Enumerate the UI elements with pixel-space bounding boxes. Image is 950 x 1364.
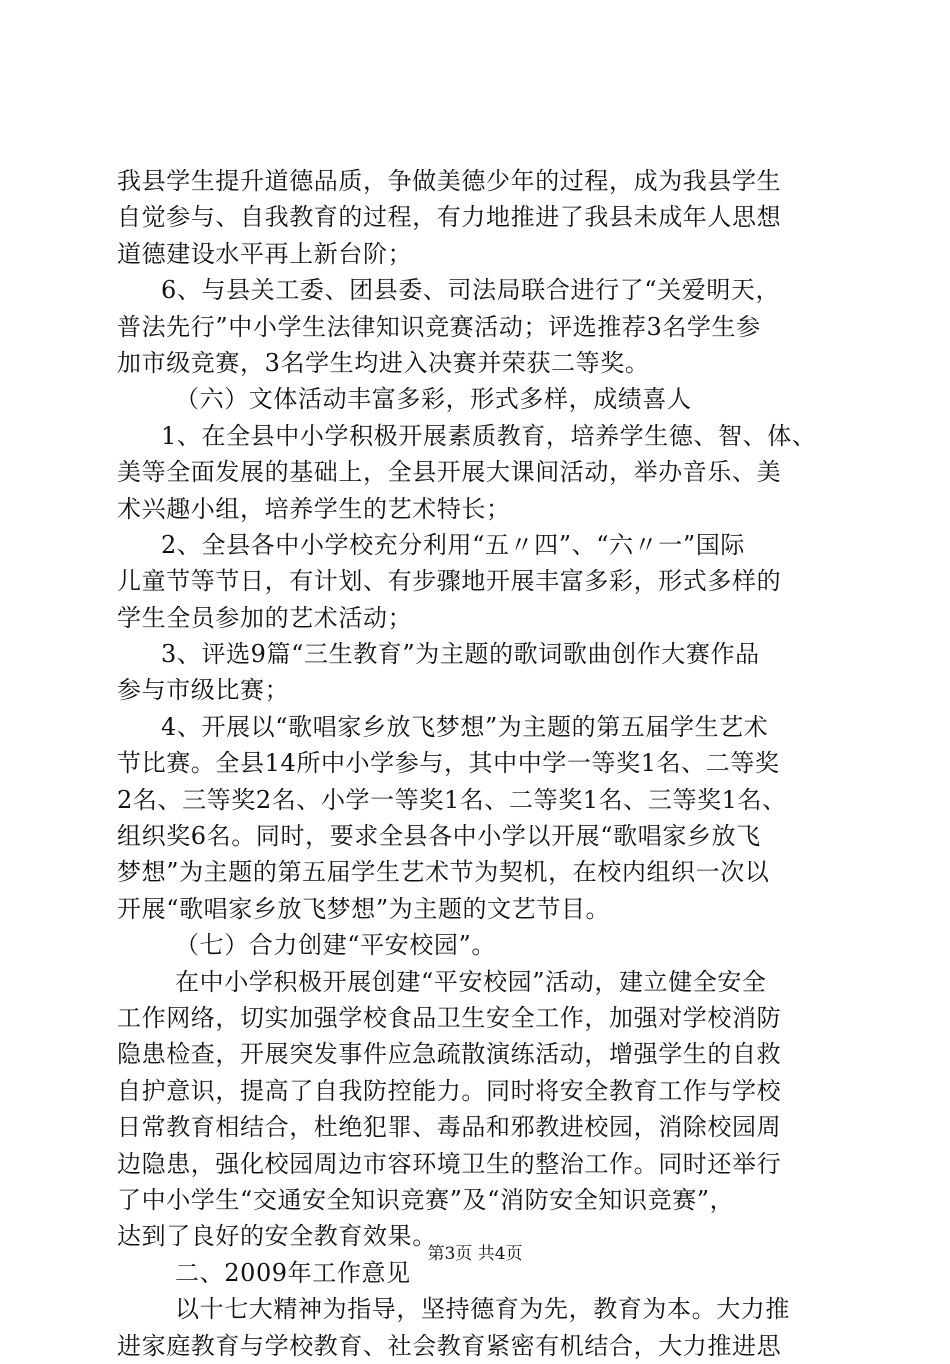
text-line: 术兴趣小组，培养学生的艺术特长； <box>117 494 511 523</box>
text-line: 开展“歌唱家乡放飞梦想”为主题的文艺节目。 <box>117 894 611 923</box>
text-line: 日常教育相结合，杜绝犯罪、毒品和邪教进校园，消除校园周 <box>117 1113 782 1142</box>
text-line: 道德建设水平再上新台阶； <box>117 239 413 268</box>
text-line: 3、评选9篇“三生教育”为主题的歌词歌曲创作大赛作品 <box>161 640 760 669</box>
text-line: 隐患检查，开展突发事件应急疏散演练活动，增强学生的自救 <box>117 1040 782 1069</box>
section-heading: （七）合力创建“平安校园”。 <box>175 931 496 960</box>
document-body <box>117 163 837 1364</box>
text-line: 梦想”为主题的第五届学生艺术节为契机，在校内组织一次以 <box>117 858 770 887</box>
page-number: 第3页 共4页 <box>427 1244 523 1264</box>
text-line: 达到了良好的安全教育效果。 <box>117 1222 437 1251</box>
section-heading: 二、2009年工作意见 <box>175 1258 411 1287</box>
section-heading: （六）文体活动丰富多彩，形式多样，成绩喜人 <box>175 385 692 414</box>
text-line: 加市级竞赛，3名学生均进入决赛并荣获二等奖。 <box>117 348 650 377</box>
text-line: 参与市级比赛； <box>117 676 290 705</box>
text-line: 美等全面发展的基础上，全县开展大课间活动，举办音乐、美 <box>117 458 782 487</box>
text-line: 工作网络，切实加强学校食品卫生安全工作，加强对学校消防 <box>117 1003 782 1032</box>
text-line: 在中小学积极开展创建“平安校园”活动，建立健全安全 <box>175 967 767 996</box>
text-line: 2名、三等奖2名、小学一等奖1名、二等奖1名、三等奖1名、 <box>117 785 787 814</box>
text-line: 了中小学生“交通安全知识竞赛”及“消防安全知识竞赛”， <box>117 1185 735 1214</box>
text-line: 进家庭教育与学校教育、社会教育紧密有机结合，大力推进思 <box>117 1331 782 1360</box>
text-line: 自觉参与、自我教育的过程，有力地推进了我县未成年人思想 <box>117 203 782 232</box>
text-line: 普法先行”中小学生法律知识竞赛活动；评选推荐3名学生参 <box>117 312 761 341</box>
text-line: 组织奖6名。同时，要求全县各中小学以开展“歌唱家乡放飞 <box>117 822 761 851</box>
text-line: 边隐患，强化校园周边市容环境卫生的整治工作。同时还举行 <box>117 1149 782 1178</box>
text-line: 6、与县关工委、团县委、司法局联合进行了“关爱明天， <box>161 276 781 305</box>
text-line: 自护意识，提高了自我防控能力。同时将安全教育工作与学校 <box>117 1076 782 1105</box>
text-line: 1、在全县中小学积极开展素质教育，培养学生德、智、体、 <box>161 421 817 450</box>
text-line: 2、全县各中小学校充分利用“五〃四”、“六〃一”国际 <box>161 530 745 559</box>
text-line: 我县学生提升道德品质，争做美德少年的过程，成为我县学生 <box>117 167 782 195</box>
text-line: 节比赛。全县14所中小学参与，其中中学一等奖1名、二等奖 <box>117 749 780 778</box>
text-line: 学生全员参加的艺术活动； <box>117 603 413 632</box>
text-line: 4、开展以“歌唱家乡放飞梦想”为主题的第五届学生艺术 <box>161 712 769 741</box>
text-line: 以十七大精神为指导，坚持德育为先，教育为本。大力推 <box>175 1295 790 1324</box>
text-line: 儿童节等节日，有计划、有步骤地开展丰富多彩，形式多样的 <box>117 567 782 596</box>
page-footer <box>0 1242 950 1266</box>
